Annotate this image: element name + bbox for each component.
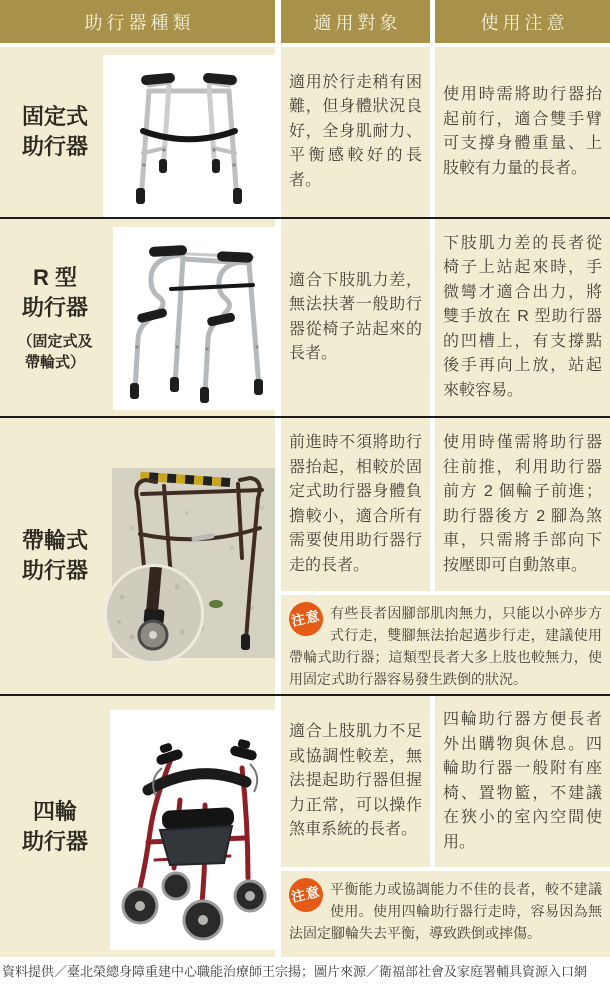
wheel-closeup-image [107,567,201,661]
row2-subtype [0,331,110,373]
row3-target-text: 前進時不須將助行器抬起，相較於固定式助行器身體負擔較小，適合所有需要使用助行器行走的長者。 [289,434,422,574]
row4-type-line2: 助行器 [21,828,88,854]
row2-type-line2: 助行器 [21,294,88,320]
row3-caution-text: 使用時僅需將助行器往前推，利用助行器前方 2 個輪子前進；助行器後方 2 腳為煞車，只需將手部向下按壓即可自動煞車。 [443,434,602,574]
row2-type-line1: R 型 [32,264,77,290]
row1-type-line2: 助行器 [21,134,88,159]
row2-type-label [0,263,110,373]
row1-target-text: 適用於行走稍有困難，但身體狀況良好，全身肌耐力、平衡感較好的長者。 [289,73,422,189]
row1-caution-cell [435,47,610,217]
warning-badge [286,875,326,915]
row4-warning-text: 平衡能力或協調能力不佳的長者，較不建議使用。使用四輪助行器行走時，容易因為無法固定腳輪失去平衡，導致跌倒或摔傷。 [289,881,602,941]
row2-caution-text: 下肢肌力差的長者從椅子上站起來時，手微彎才適合出力，將雙手放在 R 型助行器的凹槽上，有支撐點後手再向上放，站起來較容易。 [443,234,602,399]
row3-caution-cell [435,418,610,591]
row1-type-line1: 固定式 [21,104,88,129]
wheel-closeup-inset [104,564,204,664]
row3-warning-text: 有些長者因腳部肌肉無力，只能以小碎步方式行走，雙腳無法抬起邁步行走，建議使用帶輪式助行器；這類型長者大多上肢也較無力，使用固定式助行器容易發生跌倒的狀況。 [289,605,602,687]
header-col-type-label: 助行器種類 [84,12,195,33]
row4-caution-cell [435,696,610,867]
warning-badge [286,599,326,639]
fixed-walker-image [103,55,275,217]
header-col-caution-label: 使用注意 [480,12,569,33]
header-col-target [281,0,430,43]
r-type-walker-photo [113,227,275,410]
row2-subtype-line1: （固定式及 [17,332,93,350]
row2-subtype-line2: 帶輪式） [24,353,85,371]
warning-badge-label: 注意 [290,608,322,629]
row3-target-cell [281,418,430,591]
row4-target-text: 適合上肢肌力不足或協調性較差，無法提起助行器但握力正常，可以操作煞車系統的長者。 [289,723,422,839]
footer-credit: 資料提供／臺北榮總身障重建中心職能治療師王宗揚；圖片來源／衛福部社會及家庭署輔具資源入口網 [2,964,588,979]
row1-type-label [0,102,110,162]
row1-caution-text: 使用時需將助行器抬起前行，適合雙手臂可支撐身體重量、上肢較有力量的長者。 [443,86,602,177]
row3-type-line1: 帶輪式 [21,528,88,553]
row2-caution-cell [435,219,610,416]
row3-warning-note [281,595,610,694]
row4-type-line1: 四輪 [32,798,77,824]
row4-target-cell [281,696,430,867]
r-type-walker-image [113,227,275,410]
fixed-walker-photo [103,55,275,217]
warning-badge-label: 注意 [290,884,322,905]
row4-type-label [0,797,110,857]
row2-target-cell [281,219,430,416]
header-col-type [0,0,275,43]
header-col-caution [435,0,610,43]
four-wheel-walker-photo [110,710,278,950]
row3-type-line2: 助行器 [21,558,88,583]
row4-warning-note [281,871,610,957]
row4-caution-text: 四輪助行器方便長者外出購物與休息。四輪助行器一般附有座椅、置物籃，不建議在狹小的室內空間使用。 [443,711,602,851]
row2-target-text: 適合下肢肌力差，無法扶著一般助行器從椅子站起來的長者。 [289,271,422,362]
row1-target-cell [281,47,430,217]
row3-type-label [0,526,110,586]
header-col-target-label: 適用對象 [313,12,402,33]
wheeled-walker-photo [112,468,275,658]
four-wheel-walker-image [110,710,278,950]
